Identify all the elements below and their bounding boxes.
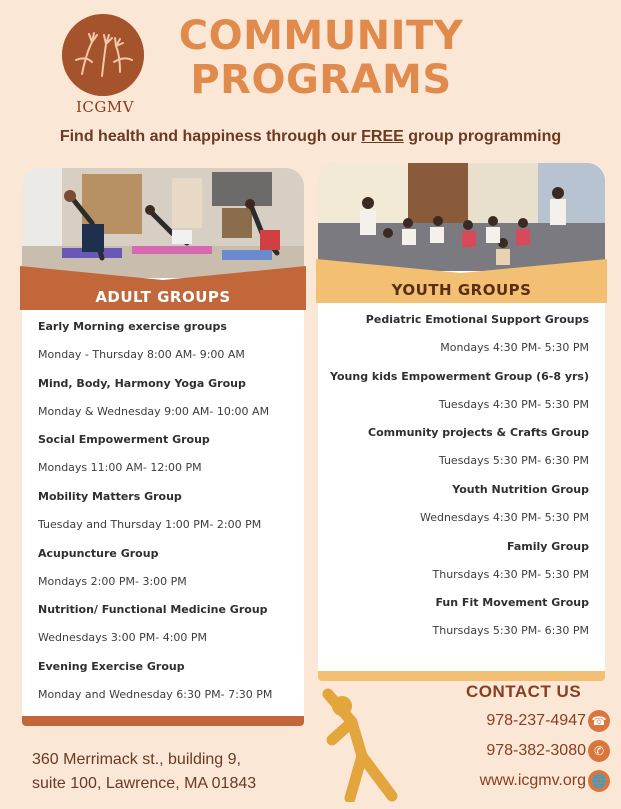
list-item (22, 490, 304, 547)
globe-icon: 🌐 (588, 770, 610, 792)
list-item (318, 426, 605, 483)
website-link[interactable]: www.icgmv.org (479, 772, 586, 789)
logo-caption: ICGMV (75, 98, 135, 116)
group-name: Nutrition/ Functional Medicine Group (38, 603, 268, 617)
list-item (318, 483, 605, 540)
group-time: Wednesdays 4:30 PM- 5:30 PM (419, 511, 589, 525)
list-item (318, 540, 605, 597)
tagline-start: Find health and happiness through our (59, 128, 362, 145)
adult-groups-list (22, 320, 304, 717)
tagline (0, 128, 621, 146)
list-item (22, 547, 304, 604)
list-item (22, 433, 304, 490)
group-time: Tuesday and Thursday 1:00 PM- 2:00 PM (38, 518, 262, 532)
group-name: Evening Exercise Group (38, 660, 185, 674)
list-item (318, 313, 605, 370)
group-name: Early Morning exercise groups (38, 320, 227, 333)
youth-groups-banner (316, 259, 607, 303)
address-line-1: 360 Merrimack st., building 9, (32, 751, 241, 768)
tagline-free: FREE (361, 128, 404, 145)
group-name: Mind, Body, Harmony Yoga Group (38, 376, 246, 390)
group-name: Community projects & Crafts Group (368, 426, 589, 440)
youth-groups-list (318, 313, 605, 653)
phone-icon: ☎ (588, 710, 610, 732)
page-title (176, 14, 466, 102)
list-item (22, 660, 304, 717)
group-time: Monday & Wednesday 9:00 AM- 10:00 AM (38, 404, 270, 418)
phone-2-text[interactable]: 978-382-3080 (486, 742, 586, 759)
group-time: Monday and Wednesday 6:30 PM- 7:30 PM (38, 688, 273, 702)
contact-phone-1[interactable] (452, 710, 612, 734)
group-time: Mondays 11:00 AM- 12:00 PM (38, 461, 202, 475)
group-name: Mobility Matters Group (38, 490, 182, 504)
group-time: Wednesdays 3:00 PM- 4:00 PM (38, 631, 208, 645)
list-item (318, 370, 605, 427)
youth-group-photo (318, 163, 605, 271)
address (32, 748, 272, 796)
group-time: Mondays 4:30 PM- 5:30 PM (440, 341, 589, 354)
group-name: Young kids Empowerment Group (6-8 yrs) (330, 369, 589, 383)
contact-heading: CONTACT US (466, 682, 582, 701)
group-time: Mondays 2:00 PM- 3:00 PM (38, 574, 187, 588)
whatsapp-icon: ✆ (588, 740, 610, 762)
contact-website[interactable] (452, 770, 612, 794)
tagline-end: group programming (403, 128, 562, 145)
list-item (22, 377, 304, 434)
stretching-figure-icon (322, 686, 402, 802)
group-name: Youth Nutrition Group (452, 483, 589, 497)
list-item (22, 603, 304, 660)
group-name: Pediatric Emotional Support Groups (365, 313, 589, 326)
group-name: Family Group (506, 539, 589, 553)
adult-card-bottom-bar (22, 716, 304, 726)
group-time: Tuesdays 5:30 PM- 6:30 PM (438, 454, 589, 468)
list-item (22, 320, 304, 377)
group-time: Thursdays 5:30 PM- 6:30 PM (432, 624, 589, 638)
youth-card-bottom-bar (318, 671, 605, 681)
phone-1-text[interactable]: 978-237-4947 (486, 712, 586, 729)
group-name: Social Empowerment Group (38, 433, 210, 447)
adult-groups-heading: ADULT GROUPS (95, 288, 231, 306)
adult-groups-card (22, 168, 304, 718)
group-time: Thursdays 4:30 PM- 5:30 PM (432, 567, 589, 581)
adult-yoga-photo (22, 168, 304, 278)
youth-groups-heading: YOUTH GROUPS (391, 281, 532, 299)
title-line-1: COMMUNITY (178, 13, 464, 59)
group-time: Tuesdays 4:30 PM- 5:30 PM (438, 397, 589, 411)
contact-phone-2[interactable] (452, 740, 612, 764)
group-name: Acupuncture Group (38, 546, 159, 560)
list-item (318, 596, 605, 653)
address-line-2: suite 100, Lawrence, MA 01843 (32, 775, 257, 792)
group-time: Monday - Thursday 8:00 AM- 9:00 AM (38, 348, 245, 361)
group-name: Fun Fit Movement Group (435, 596, 589, 610)
youth-groups-card (318, 163, 605, 673)
adult-groups-banner (20, 266, 306, 310)
title-line-2: PROGRAMS (190, 57, 452, 103)
icgmv-logo (62, 14, 144, 96)
